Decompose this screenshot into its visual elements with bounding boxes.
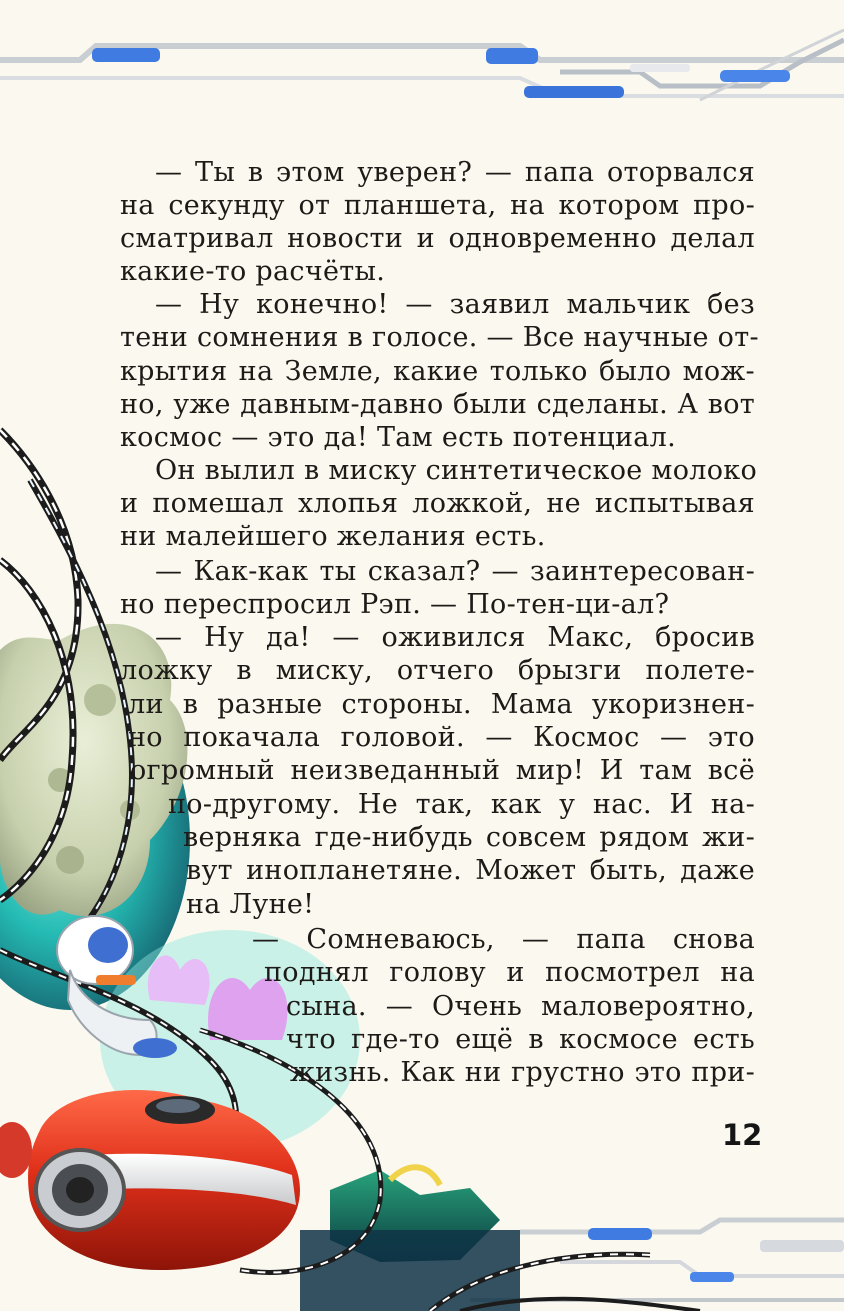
- text-line-7: крытия на Земле, какие только было мож-: [120, 356, 755, 387]
- text-line-21: верняка где-нибудь совсем рядом жи-: [183, 822, 755, 853]
- text-line-5: — Ну конечно! — заявил мальчик без: [155, 289, 755, 320]
- text-line-11: и помешал хлопья ложкой, не испытывая: [120, 488, 755, 519]
- text-line-3: сматривал новости и одновременно делал: [120, 223, 755, 254]
- text-line-19: огромный неизведанный мир! И там всё: [130, 755, 755, 786]
- text-line-8: но, уже давным-давно были сделаны. А вот: [120, 389, 755, 420]
- page-number: 12: [722, 1118, 763, 1152]
- text-line-15: — Ну да! — оживился Макс, бросив: [155, 622, 755, 653]
- text-line-20: по-другому. Не так, как у нас. И на-: [168, 789, 755, 820]
- text-line-24: — Сомневаюсь, — папа снова: [252, 924, 755, 955]
- text-line-9: космос — это да! Там есть потенциал.: [120, 422, 677, 453]
- text-line-23: на Луне!: [186, 889, 315, 920]
- text-line-13: — Как-как ты сказал? — заинтересован-: [155, 556, 755, 587]
- text-line-1: — Ты в этом уверен? — папа оторвался: [155, 157, 755, 188]
- tech-frame-bottom: [470, 1220, 844, 1300]
- text-line-27: что где-то ещё в космосе есть: [286, 1024, 755, 1055]
- text-line-6: тени сомнения в голосе. — Все научные от-: [120, 322, 759, 353]
- text-line-16: ложку в миску, отчего брызги полете-: [120, 655, 755, 686]
- text-line-10: Он вылил в миску синтетическое молоко: [155, 455, 758, 486]
- text-line-28: жизнь. Как ни грустно это при-: [290, 1057, 755, 1088]
- tech-frame-top: [0, 30, 844, 100]
- text-line-17: ли в разные стороны. Мама укоризнен-: [128, 689, 755, 720]
- text-line-14: но переспросил Рэп. — По-тен-ци-ал?: [120, 589, 670, 620]
- text-line-4: какие-то расчёты.: [120, 256, 386, 287]
- text-line-2: на секунду от планшета, на котором про-: [120, 190, 755, 221]
- text-line-25: поднял голову и посмотрел на: [264, 957, 755, 988]
- text-line-12: ни малейшего желания есть.: [120, 521, 546, 552]
- text-line-18: но покачала головой. — Космос — это: [128, 722, 755, 753]
- text-line-22: вут инопланетяне. Может быть, даже: [186, 855, 755, 886]
- text-line-26: сына. — Очень маловероятно,: [286, 991, 755, 1022]
